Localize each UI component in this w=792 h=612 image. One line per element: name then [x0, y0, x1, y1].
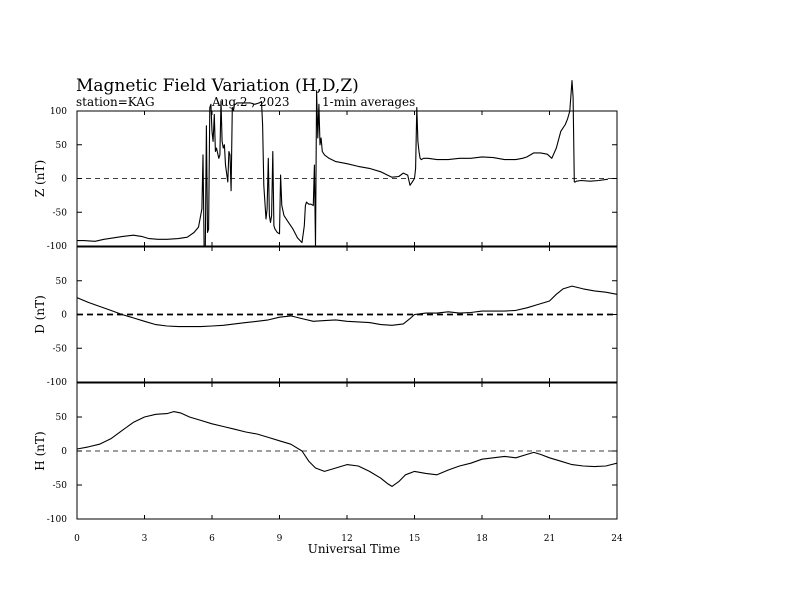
panel-h-ytick-label: -50 — [52, 481, 67, 491]
xtick-label: 0 — [74, 534, 80, 544]
panel-h-ylabel: H (nT) — [33, 431, 47, 471]
x-axis-label: Universal Time — [307, 542, 401, 556]
panel-z-ytick-label: -50 — [52, 208, 67, 219]
xtick-label: 18 — [476, 534, 488, 544]
panel-z-ytick-label: 0 — [61, 174, 67, 185]
xtick-label: 3 — [141, 534, 148, 544]
panel-z-ytick-label: 100 — [49, 107, 67, 117]
xtick-label: 12 — [341, 534, 353, 544]
xtick-label: 24 — [611, 534, 623, 544]
panel-h-series-line — [77, 412, 617, 487]
averaging-label: 1-min averages — [322, 95, 416, 109]
panel-d-ylabel: D (nT) — [33, 295, 47, 334]
panel-h-ytick-label: 0 — [61, 447, 67, 457]
panel-z-ylabel: Z (nT) — [33, 159, 47, 198]
xtick-label: 15 — [408, 534, 421, 544]
panel-h — [33, 383, 623, 544]
panel-d-ytick-label: 0 — [61, 310, 67, 321]
xtick-label: 6 — [209, 534, 215, 544]
panel-z-ytick-label: -100 — [46, 242, 67, 252]
panel-h-ytick-label: -100 — [46, 515, 67, 525]
xtick-label: 21 — [543, 534, 556, 544]
panel-d-series-line — [77, 286, 617, 327]
panel-d — [33, 247, 617, 388]
station-label: station=KAG — [76, 95, 155, 109]
panel-h-ytick-label: 50 — [55, 413, 67, 423]
chart-title: Magnetic Field Variation (H,D,Z) — [76, 76, 359, 96]
panel-d-ytick-label: -100 — [46, 378, 67, 388]
panel-z-ytick-label: 50 — [55, 140, 67, 151]
date-label: Aug.2 , 2023 — [212, 95, 290, 109]
panel-d-ytick-label: 50 — [55, 276, 67, 287]
xtick-label: 9 — [276, 534, 283, 544]
panel-d-ytick-label: -50 — [52, 344, 67, 355]
